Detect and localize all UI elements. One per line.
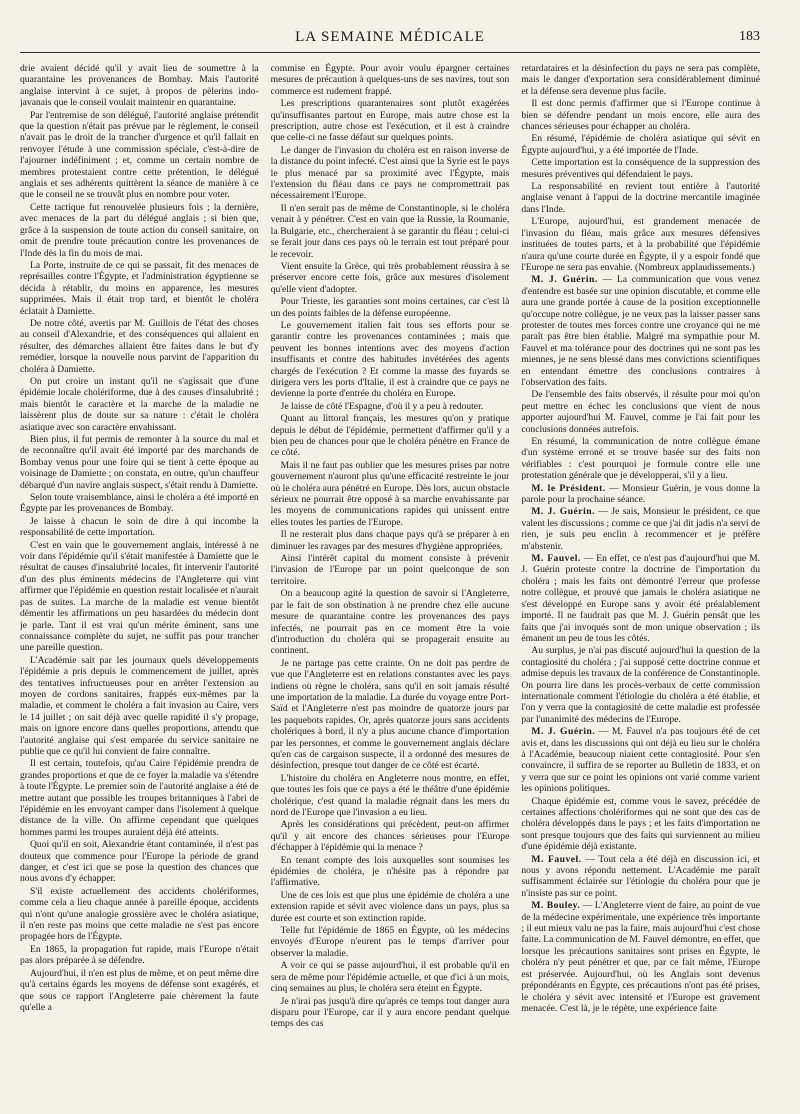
paragraph-text: Il est certain, toutefois, qu'au Caire l'épidémie prendra de grandes proportions et que de ce foyer la maladie va s'étendre à toute l'Égypte. Le premier soin de l'autorité anglaise a été de mettre autant que possible les troupes britanniques à l'abri de l'épidémie en les envoyant camper dans l'isolement à quelque distance de la ville. On affirme cependant que quelques hommes parmi les troupes auraient déjà été atteints. bbox=[20, 758, 259, 838]
paragraph-text: Je laisse de côté l'Espagne, d'où il y a peu à redouter. bbox=[280, 400, 484, 412]
paragraph-text: Vient ensuite la Grèce, qui très probablement réussira à se préserver encore cette fois, grâce aux mesures d'isolement qu'elle vient d'adopter. bbox=[270, 260, 510, 295]
paragraph-text: Mais il ne faut pas oublier que les mesures prises par notre gouvernement n'auront plus qu'une efficacité restreinte le jour où le choléra aura pénétré en Europe. Dès lors, aucun obstacle sérieux ne pourrait être opposé à sa marche envahissante par les moyens de communications rapides qui unissent entre elles toutes les parties de l'Europe. bbox=[270, 459, 510, 528]
paragraph bbox=[20, 318, 259, 375]
paragraph bbox=[271, 996, 510, 1030]
paragraph bbox=[521, 133, 760, 156]
paragraph-text: Je laisse à chacun le soin de dire à qui incombe la responsabilité de cette importation. bbox=[20, 515, 259, 539]
paragraph-text: — La communication que vous venez d'entendre est basée sur une opinion discutable, et comme elle aura une grande portée à cause de la position exceptionnelle qu'occupe notre collègue, je ne veux pas la laisser passer sans protester de toutes mes forces contre une croyance qui ne me paraît pas être bien établie. Malgré ma sympathie pour M. Fauvel et ma tolérance pour des doctrines qui ne sont pas les miennes, je ne sens blessé dans mes convictions scientifiques en entendant émettre des conclusions contraires à l'observation des faits. bbox=[521, 274, 760, 388]
paragraph-text: En résumé, la communication de notre collègue émane d'un système erroné et se trouve basée sur des faits non vérifiables : c'est pourquoi je formule contre elle une protestation générale que je développerai, s'il y a lieu. bbox=[521, 436, 760, 482]
paragraph bbox=[271, 658, 510, 772]
paragraph-text: — L'Angleterre vient de faire, au point de vue de la médecine expérimentale, une expérience très importante ; il eut mieux valu ne pas la faire, mais aujourd'hui c'est chose faite. La communication de M. Fauvel démontre, en effet, que lorsque les précautions sanitaires sont prises en Égypte, le choléra n'y peut pénétrer et que, par ce fait même, l'Europe est préservée. Aujourd'hui, où les Anglais sont devenus prépondérants en Égypte, ces précautions n'ont pas été prises, le choléra y sévit avec intensité et l'Europe est gravement menacée. C'est là, je le répète, une expérience faite bbox=[521, 900, 760, 1014]
article-columns bbox=[20, 63, 760, 1113]
paragraph-text: — En effet, ce n'est pas d'aujourd'hui que M. J. Guérin proteste contre la doctrine de l'importation du choléra ; mais les faits ont démontré l'erreur que professe notre collègue, et prouvé que jamais le choléra asiatique ne s'est développé en Europe sans y avoir été préalablement importé. Il ne faudrait pas que M. J. Guérin pensât que les faits que j'ai invoqués sont de mon unique observation ; ils émanent un peu de tous les côtés. bbox=[521, 553, 760, 644]
paragraph-text: Les prescriptions quarantenaires sont plutôt exagérées qu'insuffisantes partout en Europe, mais autre chose est la prescription, autre chose est l'exécution, et il est à craindre que celle-ci ne fasse défaut sur quelques points. bbox=[270, 98, 510, 144]
paragraph-text: Ainsi l'intérêt capital du moment consiste à prévenir l'invasion de l'Europe par un point quelconque de son territoire. bbox=[270, 553, 510, 587]
paragraph-text: En tenant compte des lois auxquelles sont soumises les épidémies de choléra, je n'hésite pas à répondre par l'affirmative. bbox=[270, 854, 510, 889]
paragraph bbox=[521, 506, 760, 552]
paragraph-text: Aujourd'hui, il n'en est plus de même, et on peut même dire qu'à certains égards les moyens de défense sont exagérés, et que sous ce rapport l'Angleterre paie chèrement la faute qu'elle a bbox=[20, 967, 259, 1013]
paragraph-text: Je ne partage pas cette crainte. On ne doit pas perdre de vue que l'Angleterre est en relations constantes avec les pays indiens où règne le choléra, sans qu'il en soit jamais résulté une importation de la maladie. La durée du voyage entre Port-Saïd et l'Angleterre n'est pas moindre de quatorze jours par les paquebots rapides. Or, après quatorze jours sans accidents cholériques à bord, il n'y a plus aucune chance d'importation par les personnes, et comme le gouvernement anglais déclare qu'en cas de cargaison suspecte, il a ordonné des mesures de désinfection, presque tout danger de ce côté est écarté. bbox=[270, 657, 510, 772]
paragraph-text: Cette tactique fut renouvelée plusieurs fois ; la dernière, avec menaces de la part du délégué anglais ; si bien que, grâce à la suspension de toute action du conseil sanitaire, on omit de prendre toute précaution contre les provenances de l'Inde dès la fin du mois de mai. bbox=[20, 201, 259, 259]
paragraph bbox=[20, 968, 259, 1014]
paragraph bbox=[20, 110, 259, 201]
speaker-name: M. J. Guérin. bbox=[531, 506, 595, 518]
paragraph-text: Quoi qu'il en soit, Alexandrie étant contaminée, il n'est pas douteux que commence pour l'Europe la période de grand danger, et c'est ici que se pose la question des chances que nous avons d'y échapper. bbox=[20, 839, 259, 885]
paragraph bbox=[20, 944, 259, 967]
paragraph-text: De notre côté, avertis par M. Guillois de l'état des choses au conseil d'Alexandrie, et des conséquences qui allaient en résulter, des démarches allaient être faites dans le but d'y remédier, lorsque la nouvelle nous parvint de l'apparition du choléra à Damiette. bbox=[20, 317, 259, 375]
column-1 bbox=[20, 63, 259, 1113]
paragraph bbox=[521, 216, 760, 273]
paragraph-text: — Monsieur Guérin, je vous donne la parole pour la prochaine séance. bbox=[521, 482, 760, 506]
paragraph bbox=[20, 202, 259, 259]
paragraph bbox=[521, 726, 760, 794]
paragraph-text: Quant au littoral français, les mesures qu'on y pratique depuis le début de l'épidémie, permettent d'affirmer qu'il y a bien peu de chances pour que le choléra pénètre en France de ce côté. bbox=[270, 413, 510, 459]
paragraph-text: Chaque épidémie est, comme vous le savez, précédée de certaines affections cholériformes qui ne sont que des cas de choléra développés dans le pays ; et les faits d'importation ne sont presque toujours que des faits qui surviennent au milieu d'une épidémie déjà existante. bbox=[521, 795, 760, 853]
paragraph-text: La Porte, instruite de ce qui se passait, fit des menaces de représailles contre l'Égypte, et l'administration égyptienne se décida à rétablir, du moins en apparence, les mesures supprimées. Mais il était trop tard, et bientôt le choléra éclatait à Damiette. bbox=[20, 259, 259, 317]
paragraph-text: Il est donc permis d'affirmer que si l'Europe continue à bien se défendre pendant un mois encore, elle aura des chances sérieuses pour échapper au choléra. bbox=[521, 98, 760, 133]
speaker-name: M. J. Guérin. bbox=[531, 274, 598, 286]
paragraph-text: Je n'irai pas jusqu'à dire qu'après ce temps tout danger aura disparu pour l'Europe, car il y aura encore pendant quelque temps des cas bbox=[270, 995, 510, 1030]
paragraph bbox=[271, 588, 510, 656]
paragraph bbox=[521, 63, 760, 97]
paragraph-text: — Tout cela a été déjà en discussion ici, et nous y avons répondu nettement. L'Académie me paraît suffisamment éclairée sur l'étiologie du choléra pour que je n'insiste pas sur ce point. bbox=[521, 853, 760, 899]
paragraph-text: commise en Égypte. Pour avoir voulu épargner certaines mesures de précaution à quelques-uns de ses navires, tout son commerce est rudement frappé. bbox=[270, 63, 510, 97]
paragraph-text: Il n'en serait pas de même de Constantinople, si le choléra venait à y pénétrer. C'est en vain que la Russie, la Roumanie, la Bulgarie, etc., chercheraient à se garantir du fléau ; celui-ci se ferait jour dans ces pays où le terrain est tout préparé pour le recevoir. bbox=[270, 202, 510, 260]
paragraph-text: A voir ce qui se passe aujourd'hui, il est probable qu'il en sera de même pour l'épidémie actuelle, et que d'ici à un mois, cinq semaines au plus, le choléra sera éteint en Égypte. bbox=[270, 960, 510, 995]
paragraph-text: Au surplus, je n'ai pas discuté aujourd'hui la question de la contagiosité du choléra ; j'ai supposé cette doctrine connue et admise depuis les travaux de la conférence de Constantinople. On pourra lire dans les procès-verbaux de cette commission internationale comment l'étiologie du choléra a été établie, et l'on y verra que la contagiosité de cette maladie est professée par l'unanimité des médecins de l'Europe. bbox=[521, 645, 760, 725]
paragraph bbox=[271, 460, 510, 528]
paragraph bbox=[521, 157, 760, 180]
paragraph bbox=[271, 890, 510, 924]
paragraph-text: Cette importation est la conséquence de la suppression des mesures préventives qui défendaient le pays. bbox=[521, 157, 760, 180]
paragraph bbox=[271, 145, 510, 202]
paragraph-text: — M. Fauvel n'a pas toujours été de cet avis et, dans les discussions qui ont déjà eu lieu sur le choléra à l'Académie, beaucoup niaient cette contagiosité. Pour s'en convaincre, il suffira de se reporter au Bulletin de 1833, et on y verra que sur ce point les opinions ont varié comme varient les opinions politiques. bbox=[521, 726, 760, 795]
page-number: 183 bbox=[739, 29, 760, 44]
paragraph-text: C'est en vain que le gouvernement anglais, intéressé à ne voir dans l'épidémie qu'il s'était manifestée à Damiette que le résultat de causes d'insalubrité locales, fit intervenir l'autorité d'un des plus éminents médecins de l'Angleterre qui vint affirmer que l'épidémie en question restait localisée et n'aurait pas de suites. La marche de la maladie est venue bientôt démentir les affirmations un peu hasardées du médecin dont je parle. Tant il est vrai qu'un mérite éminent, sans une connaissance complète du sujet, ne suffit pas pour trancher une pareille question. bbox=[20, 539, 259, 654]
paragraph bbox=[271, 553, 510, 587]
paragraph bbox=[271, 401, 510, 412]
paragraph-text: Le danger de l'invasion du choléra est en raison inverse de la distance du point infecté. C'est ainsi que la Syrie est le pays le plus menacé par sa proximité avec l'Égypte, mais l'extension du fléau dans ce pays ne compromettrait pas nécessairement l'Europe. bbox=[270, 144, 510, 202]
paragraph bbox=[20, 540, 259, 654]
column-2 bbox=[271, 63, 510, 1113]
paragraph bbox=[20, 492, 259, 515]
speaker-name: M. J. Guérin. bbox=[531, 726, 596, 738]
paragraph-text: L'Académie sait par les journaux quels développements l'épidémie a pris depuis le commencement de juillet, après des tentatives infructueuses pour en arrêter l'extension au moyen de cordons sanitaires, frappés eux-mêmes par la maladie, et comment le choléra a fait invasion au Caire, vers le 14 juillet ; on sait déjà avec quelle rapidité il s'y propage, mais on ignore encore dans quelles proportions, attendu que l'autorité anglaise qui s'est emparée du service sanitaire ne publie que ce qu'il lui convient de faire connaître. bbox=[20, 654, 259, 757]
paragraph-text: En résumé, l'épidémie de choléra asiatique qui sévit en Égypte aujourd'hui, y a été importée de l'Inde. bbox=[521, 133, 760, 156]
paragraph bbox=[521, 274, 760, 388]
paragraph-text: Selon toute vraisemblance, ainsi le choléra a été importé en Égypte par les provenances de Bombay. bbox=[20, 492, 259, 515]
paragraph bbox=[20, 886, 259, 943]
paragraph bbox=[20, 376, 259, 433]
paragraph-text: La responsabilité en revient tout entière à l'autorité anglaise venant à l'appui de la doctrine mercantile imaginée dans l'Inde. bbox=[521, 181, 760, 215]
paragraph-text: De l'ensemble des faits observés, il résulte pour moi qu'on peut mettre en échec les conclusions que vient de nous apporter aujourd'hui M. Fauvel, comme je l'ai fait pour les conclusions données autrefois. bbox=[521, 389, 760, 435]
paragraph-text: Telle fut l'épidémie de 1865 en Égypte, où les médecins envoyés d'Europe n'eurent pas le temps d'arriver pour observer la maladie. bbox=[270, 925, 510, 959]
speaker-name: M. Bouley. bbox=[531, 900, 581, 912]
column-3 bbox=[521, 63, 760, 1113]
paragraph bbox=[271, 296, 510, 319]
paragraph-text: Pour Trieste, les garanties sont moins certaines, car c'est là un des points faibles de la défense européenne. bbox=[270, 296, 510, 319]
paragraph bbox=[20, 839, 259, 885]
paragraph bbox=[271, 773, 510, 819]
paragraph bbox=[271, 819, 510, 853]
paragraph-text: Une de ces lois est que plus une épidémie de choléra a une extension rapide et sévit avec violence dans un pays, plus sa durée est courte et son extinction rapide. bbox=[270, 889, 510, 924]
paragraph bbox=[521, 436, 760, 482]
paragraph bbox=[521, 181, 760, 215]
paragraph bbox=[271, 529, 510, 552]
paragraph-text: Bien plus, il fut permis de remonter à la source du mal et de reconnaître qu'il avait été importé par des marchands de Bombay venus pour une foire qui se tient à cette époque au voisinage de Damiette ; on constata, en outre, qu'un chauffeur débarqué d'un navire anglais suspect, s'était rendu à Damiette. bbox=[20, 434, 259, 491]
speaker-name: M. le Président. bbox=[531, 482, 606, 494]
paragraph bbox=[20, 655, 259, 758]
paragraph bbox=[20, 63, 259, 109]
paragraph bbox=[20, 758, 259, 838]
paragraph-text: Le gouvernement italien fait tous ses efforts pour se garantir contre les provenances contaminées ; mais que peuvent les bonnes intentions avec des moyens d'action insuffisants et contre des habitudes invétérées des agents chargés de l'exécution ? Et comme la masse des fuyards se dirigera vers les ports d'Italie, il est à craindre que ce pays ne devienne la porte d'entrée du choléra en Europe. bbox=[270, 319, 510, 400]
paragraph-text: Il ne resterait plus dans chaque pays qu'à se préparer à en diminuer les ravages par des mesures d'hygiène appropriées. bbox=[270, 529, 510, 552]
paragraph-text: Après les considérations qui précèdent, peut-on affirmer qu'il y ait encore des chances sérieuses pour l'Europe d'échapper à l'épidémie qui la menace ? bbox=[270, 819, 510, 854]
paragraph-text: On put croire un instant qu'il ne s'agissait que d'une épidémie locale cholériforme, due à des causes d'insalubrité ; mais bientôt le caractère et la marche de la maladie ne laissèrent plus de doute sur sa nature : c'était le choléra asiatique avec son caractère envahissant. bbox=[20, 375, 259, 433]
paragraph-text: S'il existe actuellement des accidents cholériformes, comme cela a lieu chaque année à pareille époque, accidents qui n'ont qu'une analogie grossière avec le choléra asiatique, il n'en reste pas moins que cette maladie ne s'est pas encore propagée hors de l'Égypte. bbox=[20, 885, 259, 943]
paragraph bbox=[20, 434, 259, 491]
paragraph-text: retardataires et la désinfection du pays ne sera pas complète, mais le danger d'exportation sera considérablement diminué et la défense sera devenue plus facile. bbox=[521, 63, 760, 97]
paragraph bbox=[271, 203, 510, 260]
paragraph bbox=[271, 98, 510, 144]
paragraph bbox=[271, 925, 510, 959]
paragraph bbox=[521, 98, 760, 132]
speaker-name: M. Fauvel. bbox=[531, 553, 581, 565]
paragraph-text: drie avaient décidé qu'il y avait lieu de soumettre à la quarantaine les provenances de Bombay. Mais l'autorité anglaise intervint à ce sujet, à propos de pèlerins indo-javanais que le conseil voulait maintenir en quarantaine. bbox=[20, 63, 259, 109]
paragraph-text: L'Europe, aujourd'hui, est grandement menacée de l'invasion du fléau, mais grâce aux mesures défensives instituées de toutes parts, et à la probabilité que l'épidémie n'aura qu'une courte durée en Égypte, il y a espoir fondé que l'Europe ne sera pas envahie. (Nombreux applaudissements.) bbox=[521, 216, 760, 273]
paragraph bbox=[521, 854, 760, 900]
paragraph-text: L'histoire du choléra en Angleterre nous montre, en effet, que toutes les fois que ce pays a été le théâtre d'une épidémie cholérique, c'est quand la maladie régnait dans les mers du nord de l'Europe que l'invasion a eu lieu. bbox=[270, 772, 510, 818]
page-header bbox=[20, 28, 760, 53]
paragraph bbox=[271, 413, 510, 459]
running-title: LA SEMAINE MÉDICALE bbox=[295, 29, 485, 45]
paragraph-text: En 1865, la propagation fut rapide, mais l'Europe n'était pas alors préparée à se défendre. bbox=[20, 943, 259, 967]
paragraph bbox=[271, 320, 510, 400]
paragraph bbox=[271, 855, 510, 889]
paragraph-text: Par l'entremise de son délégué, l'autorité anglaise prétendit que la question n'était pas prévue par le règlement, le conseil n'avait pas le droit de la trancher d'urgence et qu'il fallait en renvoyer l'étude à une commission spéciale, c'est-à-dire de l'ajourner indéfiniment ; et, comme un certain nombre de membres protestaient contre cette prétention, le délégué anglais et ses adhérents quittèrent la séance de manière à ce que le conseil ne se trouvât plus en nombre pour voter. bbox=[20, 109, 259, 201]
paragraph bbox=[521, 553, 760, 644]
paragraph bbox=[521, 483, 760, 506]
paragraph bbox=[521, 645, 760, 725]
paragraph-text: On a beaucoup agité la question de savoir si l'Angleterre, par le fait de son obstination à ne prendre chez elle aucune mesure de quarantaine contre les provenances des pays infectés, ne pourrait pas en ce moment être la voie d'introduction du choléra qui se propagerait ensuite au continent. bbox=[270, 588, 510, 657]
paragraph bbox=[20, 516, 259, 539]
paragraph bbox=[521, 389, 760, 435]
paragraph bbox=[271, 960, 510, 994]
paragraph bbox=[521, 796, 760, 853]
paragraph bbox=[271, 63, 510, 97]
paragraph bbox=[20, 260, 259, 317]
paragraph bbox=[271, 261, 510, 295]
speaker-name: M. Fauvel. bbox=[531, 853, 582, 865]
paragraph-text: — Je sais, Monsieur le président, ce que valent les discussions ; comme ce que j'ai dit jadis n'a servi de rien, je suis peu enclin à recommencer et je préfère m'abstenir. bbox=[521, 506, 760, 552]
paragraph bbox=[521, 900, 760, 1014]
